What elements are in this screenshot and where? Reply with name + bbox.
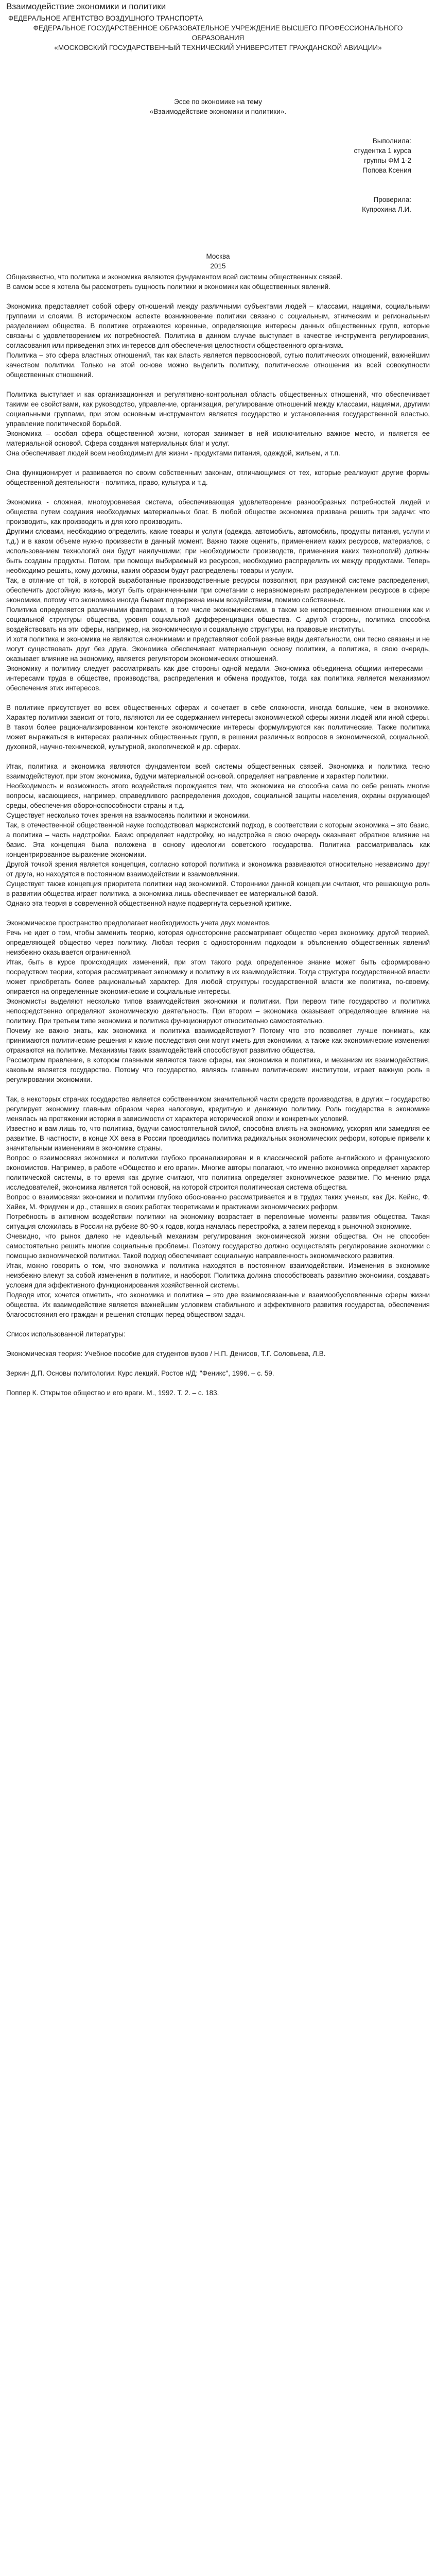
essay-body: [6, 272, 430, 1319]
paragraph: Очевидно, что рынок далеко не идеальный механизм регулирования экономической жизни общества. Он не способен самостоятельно решить многие социальные проблемы. Поэтому государство должно осуществлять регулирование экономики с помощью экономической политики. Такой подход обеспечивает социальную направленность экономического развития.: [6, 1232, 430, 1260]
student-course: студентка 1 курса: [354, 147, 411, 155]
year: 2015: [210, 262, 226, 270]
paragraph: Рассмотрим правление, в котором главными являются такие сферы, как экономика и политика, и механизм их взаимодействия, каковым является государство. Потому что государство, являясь главным политическим институтом, играет важную роль в регулировании экономики.: [6, 1056, 430, 1083]
signature-block: [6, 136, 430, 214]
paragraph: Так, в отличие от той, в которой выработанные производственные ресурсы позволяют, при разумной системе распределения, обеспечить достойную жизнь, могут быть ограниченными при сочетании с неравномерным распределением ресурсов в сфере экономики, потому что экономика иногда бывает подвержена иным воздействиям, помимо собственных.: [6, 577, 430, 604]
done-label: Выполнила:: [372, 137, 411, 145]
paragraph: Общеизвестно, что политика и экономика являются фундаментом всей системы общественных связей.: [6, 273, 343, 281]
paragraph: Речь не идет о том, чтобы заменить теорию, которая односторонне рассматривает общество через экономику, другой теорией, определяющей общество через политику. Любая теория с односторонним подходом к объяснению общественных явлений неизбежно оказывается ограниченной.: [6, 929, 430, 956]
paragraph: И хотя политика и экономика не являются синонимами и представляют собой разные виды деятельности, они тесно связаны и не могут существовать друг без друга. Экономика обеспечивает материальную основу политики, а политика, в свою очередь, оказывает влияние на экономику, является регулятором экономических отношений.: [6, 635, 430, 663]
paragraph: Потребность в активном воздействии политики на экономику возрастает в переломные моменты развития общества. Такая ситуация сложилась в России на рубеже 80-90-х годов, когда началась перестройка, а затем переход к рыночной экономике.: [6, 1213, 430, 1230]
bibliography-item: Зеркин Д.П. Основы политологии: Курс лекций. Ростов н/Д: "Феникс", 1996. – с. 59.: [6, 1369, 274, 1377]
paragraph: Известно и вам лишь то, что политика, будучи самостоятельной силой, способна влиять на экономику, ускоряя или замедляя ее развитие. В частности, в конце ХХ века в России проводилась политика радикальных экономических реформ, которые привели к значительным изменениям в экономике страны.: [6, 1125, 430, 1152]
paragraph: Необходимость и возможность этого воздействия порождается тем, что экономика не способна сама по себе решать многие вопросы, касающиеся, например, справедливого распределения доходов, социальной защиты населения, охраны окружающей среды, обеспечения обороноспособности страны и т.д.: [6, 782, 430, 809]
paragraph: Другой точкой зрения является концепция, согласно которой политика и экономика развиваются относительно независимо друг от друга, но находятся в постоянном взаимодействии и взаимовлиянии.: [6, 860, 430, 878]
paragraph: Итак, быть в курсе происходящих изменений, при этом такого рода определенное знание может быть сформировано посредством теории, которая рассматривает экономику и политику в их взаимодействии. Тогда структура государственной власти может приобретать более рациональный характер. Для любой структуры государственной власти же политика, по-своему, опирается на определенные экономические и социальные интересы.: [6, 958, 430, 995]
paragraph: Экономику и политику следует рассматривать как две стороны одной медали. Экономика объединена общими интересами – интересами труда в обществе, производства, распределения и обмена продуктов, тогда как политика является механизмом обеспечения этих интересов.: [6, 665, 430, 692]
paragraph: Существует также концепция приоритета политики над экономикой. Сторонники данной концепции считают, что решающую роль в развитии общества играет политика, а экономика лишь обеспечивает ее материальной базой.: [6, 880, 430, 897]
paragraph: Она функционирует и развивается по своим собственным законам, отличающимся от тех, которые реализуют другие формы общественной деятельности - политика, право, культура и т.д.: [6, 469, 430, 486]
bibliography: [6, 1329, 430, 1398]
paragraph: Экономика представляет собой сферу отношений между различными субъектами людей – классами, нациями, социальными группами и слоями. В историческом аспекте возникновение политики связано с социальным, этническим и региональным разделением общества. В политике отражаются коренные, определяющие интересы данных общественных групп, которые связаны с удовлетворением их потребностей. Политика в данном случае выступает в качестве инструмента регулирования, согласования или приведения этих интересов для обеспечения целостности общественного организма.: [6, 302, 430, 349]
paragraph: Вопрос о взаимосвязи экономики и политики глубоко обоснованно рассматривается и в трудах таких ученых, как Дж. Кейнс, Ф. Хайек, М. Фридмен и др., ставших в своих работах теоретиками и практиками экономических реформ.: [6, 1193, 430, 1211]
paragraph: Экономика – особая сфера общественной жизни, которая занимает в ней исключительно важное место, и является ее материальной основой. Сфера создания материальных благ и услуг.: [6, 430, 430, 447]
paragraph: Подводя итог, хочется отметить, что экономика и политика – это две взаимосвязанные и взаимообусловленные сферы жизни общества. Их взаимодействие является важнейшим условием стабильного и эффективного развития государства, обеспечения благосостояния его граждан и решения стоящих перед обществом задач.: [6, 1291, 430, 1318]
paragraph: В политике присутствует во всех общественных сферах и сочетает в себе сложности, иногда большие, чем в экономике. Характер политики зависит от того, являются ли ее содержанием интересы экономической сферы жизни людей или иной сферы. В таком более рационализированном контексте экономические интересы формулируются как политические. Также политика может выражаться в интересах различных общественных групп, в решении различных вопросов в экономической, социальной, духовной, научно-технической, культурной, экологической и др. сферах.: [6, 704, 430, 751]
paragraph: Экономисты выделяют несколько типов взаимодействия экономики и политики. При первом типе государство и политика непосредственно определяют экономическую деятельность. При втором – экономика оказывает определяющее влияние на политику. При третьем типе экономика и политика функционируют относительно самостоятельно.: [6, 997, 430, 1025]
paragraph: Она обеспечивает людей всем необходимым для жизни - продуктами питания, одеждой, жильем, и т.п.: [6, 449, 340, 457]
paragraph: Итак, можно говорить о том, что экономика и политика находятся в постоянном взаимодействии. Изменения в экономике неизбежно влекут за собой изменения в политике, и наоборот. Политика должна способствовать развитию экономики, создавать условия для эффективного функционирования хозяйственной системы.: [6, 1262, 430, 1289]
paragraph: Почему же важно знать, как экономика и политика взаимодействуют? Потому что это позволяет лучше понимать, как принимаются политические решения и какие последствия они могут иметь для экономики, а также как экономические изменения отражаются на политике. Механизмы таких взаимодействий способствуют развитию общества.: [6, 1027, 430, 1054]
paragraph: Другими словами, необходимо определить, какие товары и услуги (одежда, автомобиль, автомобиль, продукты питания, услуги и т.д.) и в каком объеме нужно произвести в данный момент. Важно также оценить, применением каких ресурсов, материалов, с использованием технологий они будут наилучшими; при необходимости производств, применения каких технологий) должны быть созданы продукты. Потом, при помощи выбираемый из ресурсов, необходимо распределить их между продуктами. Теперь необходимо решить, кому должны, каким образом будут распределены товары и услуги.: [6, 528, 430, 574]
header-university: «МОСКОВСКИЙ ГОСУДАРСТВЕННЫЙ ТЕХНИЧЕСКИЙ УНИВЕРСИТЕТ ГРАЖДАНСКОЙ АВИАЦИИ»: [54, 44, 382, 52]
page-title: Взаимодействие экономики и политики: [6, 2, 166, 11]
bibliography-item: Экономическая теория: Учебное пособие для студентов вузов / Н.П. Денисов, Т.Г. Соловьева, Л.В.: [6, 1350, 326, 1358]
paragraph: Итак, политика и экономика являются фундаментом всей системы общественных связей. Экономика и политика тесно взаимодействуют, при этом экономика, будучи материальной основой, определяет направление и характер политики.: [6, 762, 430, 780]
paragraph: Так, в отечественной общественной науке господствовал марксистский подход, в соответствии с которым экономика – это базис, а политика – часть надстройки. Базис определяет надстройку, но надстройка в свою очередь оказывает обратное влияние на базис. Эта концепция была положена в основу идеологии советского государства. Политика рассматривалась как концентрированное выражение экономики.: [6, 821, 430, 858]
paragraph: Существует несколько точек зрения на взаимосвязь политики и экономики.: [6, 811, 250, 819]
paragraph: Экономическое пространство предполагает необходимость учета двух моментов.: [6, 919, 271, 927]
header-agency: ФЕДЕРАЛЬНОЕ АГЕНТСТВО ВОЗДУШНОГО ТРАНСПОРТА: [8, 14, 203, 22]
bibliography-title: Список использованной литературы:: [6, 1330, 126, 1338]
city-year-block: [6, 251, 430, 271]
essay-topic-line: «Взаимодействие экономики и политики».: [149, 108, 287, 115]
header-institution: ФЕДЕРАЛЬНОЕ ГОСУДАРСТВЕННОЕ ОБРАЗОВАТЕЛЬНОЕ УЧРЕЖДЕНИЕ ВЫСШЕГО ПРОФЕССИОНАЛЬНОГО ОБРАЗОВАНИЯ: [33, 24, 403, 42]
bibliography-list: [6, 1349, 430, 1398]
checked-label: Проверила:: [373, 196, 411, 204]
checker-name: Купрохина Л.И.: [362, 206, 411, 213]
paragraph: Политика – это сфера властных отношений, так как власть является первоосновой, сутью политических отношений, важнейшим качеством политики. Только на этой основе можно выделить политику, политические отношения из всей совокупности общественных отношений.: [6, 351, 430, 379]
paragraph: Политика выступает и как организационная и регулятивно-контрольная область общественных отношений, что обеспечивает такими ее свойствами, как руководство, управление, организация, регулирование отношений между классами, нациями, другими социальными группами, при этом основным инструментом является государство и установленная государственной властью, управление политической борьбой.: [6, 391, 430, 428]
essay-subject-line: Эссе по экономике на тему: [173, 98, 263, 106]
paragraph: В самом эссе я хотела бы рассмотреть сущность политики и экономики как общественных явлений.: [6, 283, 330, 291]
paragraph: Однако эта теория в современной общественной науке подвергнута серьезной критике.: [6, 900, 292, 907]
paragraph: Так, в некоторых странах государство является собственником значительной части средств производства, в других – государство регулирует экономику главным образом через налоговую, кредитную и денежную политику. Роль государства в экономике менялась на протяжении истории в зависимости от характера исторической эпохи и конкретных условий.: [6, 1095, 430, 1123]
student-name: Попова Ксения: [362, 166, 411, 174]
student-group: группы ФМ 1-2: [364, 157, 411, 164]
paragraph: Вопрос о взаимосвязи экономики и политики глубоко проанализирован и в классической работе английского и французского экономистов. Например, в работе «Общество и его враги». Многие авторы полагают, что именно экономика определяет характер политической системы, в то время как другие считают, что политика определяет экономическое развитие. По мнению ряда исследователей, экономика является той основой, на которой строится политическая система общества.: [6, 1154, 430, 1191]
paragraph: Политика определяется различными факторами, в том числе экономическими, в таком же непосредственном отношении как и социальной структуры общества, уровня социальной дифференциации общества. С другой стороны, политика способна воздействовать на эти сферы, например, на экономическую и социальную структуры, на правовые институты.: [6, 606, 430, 633]
bibliography-item: Поппер К. Открытое общество и его враги. М., 1992. Т. 2. – с. 183.: [6, 1389, 219, 1397]
document-header: [6, 13, 430, 53]
city: Москва: [206, 252, 230, 260]
essay-title-block: [6, 97, 430, 116]
paragraph: Экономика - сложная, многоуровневая система, обеспечивающая удовлетворение разнообразных потребностей людей и общества путем создания необходимых материальных благ. В любой обществе экономика призвана решить три задачи: что производить, как производить и для кого производить.: [6, 498, 430, 526]
